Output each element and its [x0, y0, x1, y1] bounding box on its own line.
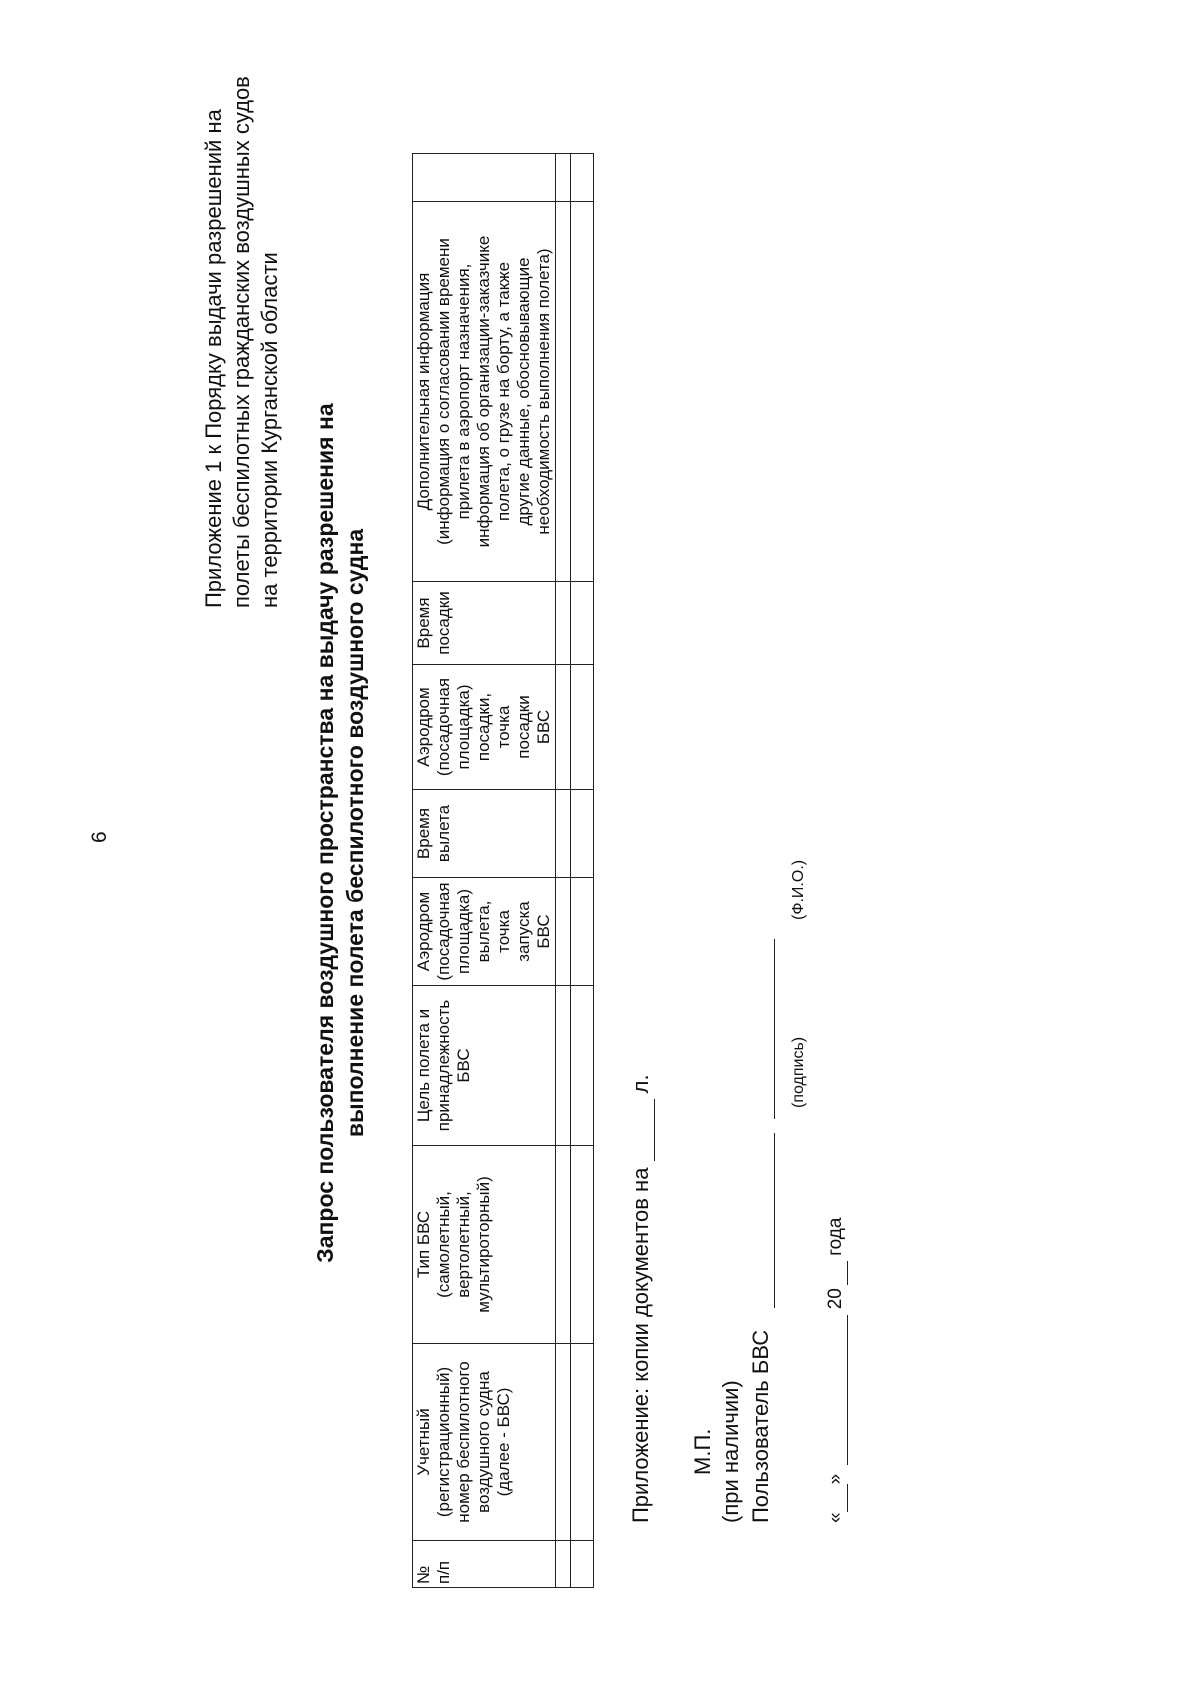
- header-cell-additional-info: Дополнительная информация (информация о согласовании времени прилета в аэропорт назначения, информация об организации-заказчике полета, о грузе на борту, а также другие данные, обосновывающие необходимость выполнения полета): [413, 202, 556, 582]
- header-cell-landing-time: Время посадки: [413, 582, 556, 665]
- appendix-line: на территории Курганской области: [257, 252, 282, 608]
- table-cell[interactable]: [571, 1541, 594, 1588]
- table-cell[interactable]: [571, 1146, 594, 1344]
- header-cell-uav-type: Тип БВС (самолетный, вертолетный, мультироторный): [413, 1146, 556, 1344]
- header-cell-departure-time: Время вылета: [413, 790, 556, 878]
- table-cell[interactable]: [571, 986, 594, 1146]
- table-row: [571, 154, 594, 1588]
- table-cell[interactable]: [556, 986, 571, 1146]
- header-cell-departure-aerodrome: Аэродром (посадочная площадка) вылета, точка запуска БВС: [413, 878, 556, 986]
- table-cell[interactable]: [556, 1146, 571, 1344]
- table-cell[interactable]: [556, 154, 571, 202]
- day-blank[interactable]: [825, 1484, 848, 1512]
- table-cell[interactable]: [556, 202, 571, 582]
- if-any-note: (при наличии): [718, 1380, 743, 1523]
- name-blank[interactable]: [748, 939, 775, 1119]
- table-cell[interactable]: [571, 202, 594, 582]
- table-cell[interactable]: [571, 582, 594, 665]
- page-count-blank[interactable]: [628, 1099, 655, 1161]
- signature-blank[interactable]: [748, 1133, 775, 1308]
- attachment-prefix: Приложение: копии документов на: [628, 1167, 653, 1523]
- table-cell[interactable]: [571, 790, 594, 878]
- table-cell[interactable]: [556, 665, 571, 790]
- header-cell-empty: [413, 154, 556, 202]
- table-cell[interactable]: [571, 878, 594, 986]
- year-prefix: 20: [825, 1288, 846, 1310]
- year-suffix: года: [825, 1217, 846, 1256]
- title-line: выполнение полета беспилотного воздушного судна: [342, 528, 368, 1138]
- table-cell[interactable]: [571, 154, 594, 202]
- uav-user-label: Пользователь БВС: [748, 1329, 773, 1523]
- table-cell[interactable]: [556, 790, 571, 878]
- table-cell[interactable]: [556, 582, 571, 665]
- title-line: Запрос пользователя воздушного пространства на выдачу разрешения на: [312, 403, 338, 1263]
- year-blank[interactable]: [825, 1261, 848, 1285]
- table-cell[interactable]: [556, 1541, 571, 1588]
- signature-hint: (подпись): [790, 1036, 807, 1108]
- name-hint: (Ф.И.О.): [790, 859, 807, 920]
- table-cell[interactable]: [571, 1344, 594, 1541]
- header-cell-flight-purpose: Цель полета и принадлежность БВС: [413, 986, 556, 1146]
- document-title: [310, 273, 370, 1393]
- attachment-line: [628, 1074, 655, 1523]
- month-blank[interactable]: [825, 1315, 848, 1465]
- date-open-quote: «: [825, 1512, 846, 1523]
- table-cell[interactable]: [571, 665, 594, 790]
- table-cell[interactable]: [556, 1344, 571, 1541]
- request-form-table: [412, 153, 594, 1588]
- date-line: [825, 1218, 848, 1523]
- table-row: [556, 154, 571, 1588]
- header-cell-landing-aerodrome: Аэродром (посадочная площадка) посадки, точка посадки БВС: [413, 665, 556, 790]
- page-number: 6: [88, 831, 111, 843]
- table-cell[interactable]: [556, 878, 571, 986]
- uav-user-line: [748, 939, 775, 1523]
- header-cell-registration-number: Учетный (регистрационный) номер беспилотного воздушного судна (далее - БВС): [413, 1344, 556, 1541]
- attachment-suffix: л.: [628, 1074, 653, 1094]
- seal-label: М.П.: [690, 1428, 715, 1475]
- appendix-note: [200, 76, 284, 608]
- header-cell-number: № п/п: [413, 1541, 556, 1588]
- appendix-line: Приложение 1 к Порядку выдачи разрешений на: [201, 109, 226, 608]
- appendix-line: полеты беспилотных гражданских воздушных судов: [229, 76, 254, 608]
- date-close-quote: »: [825, 1473, 846, 1485]
- table-header-row: [413, 154, 556, 1588]
